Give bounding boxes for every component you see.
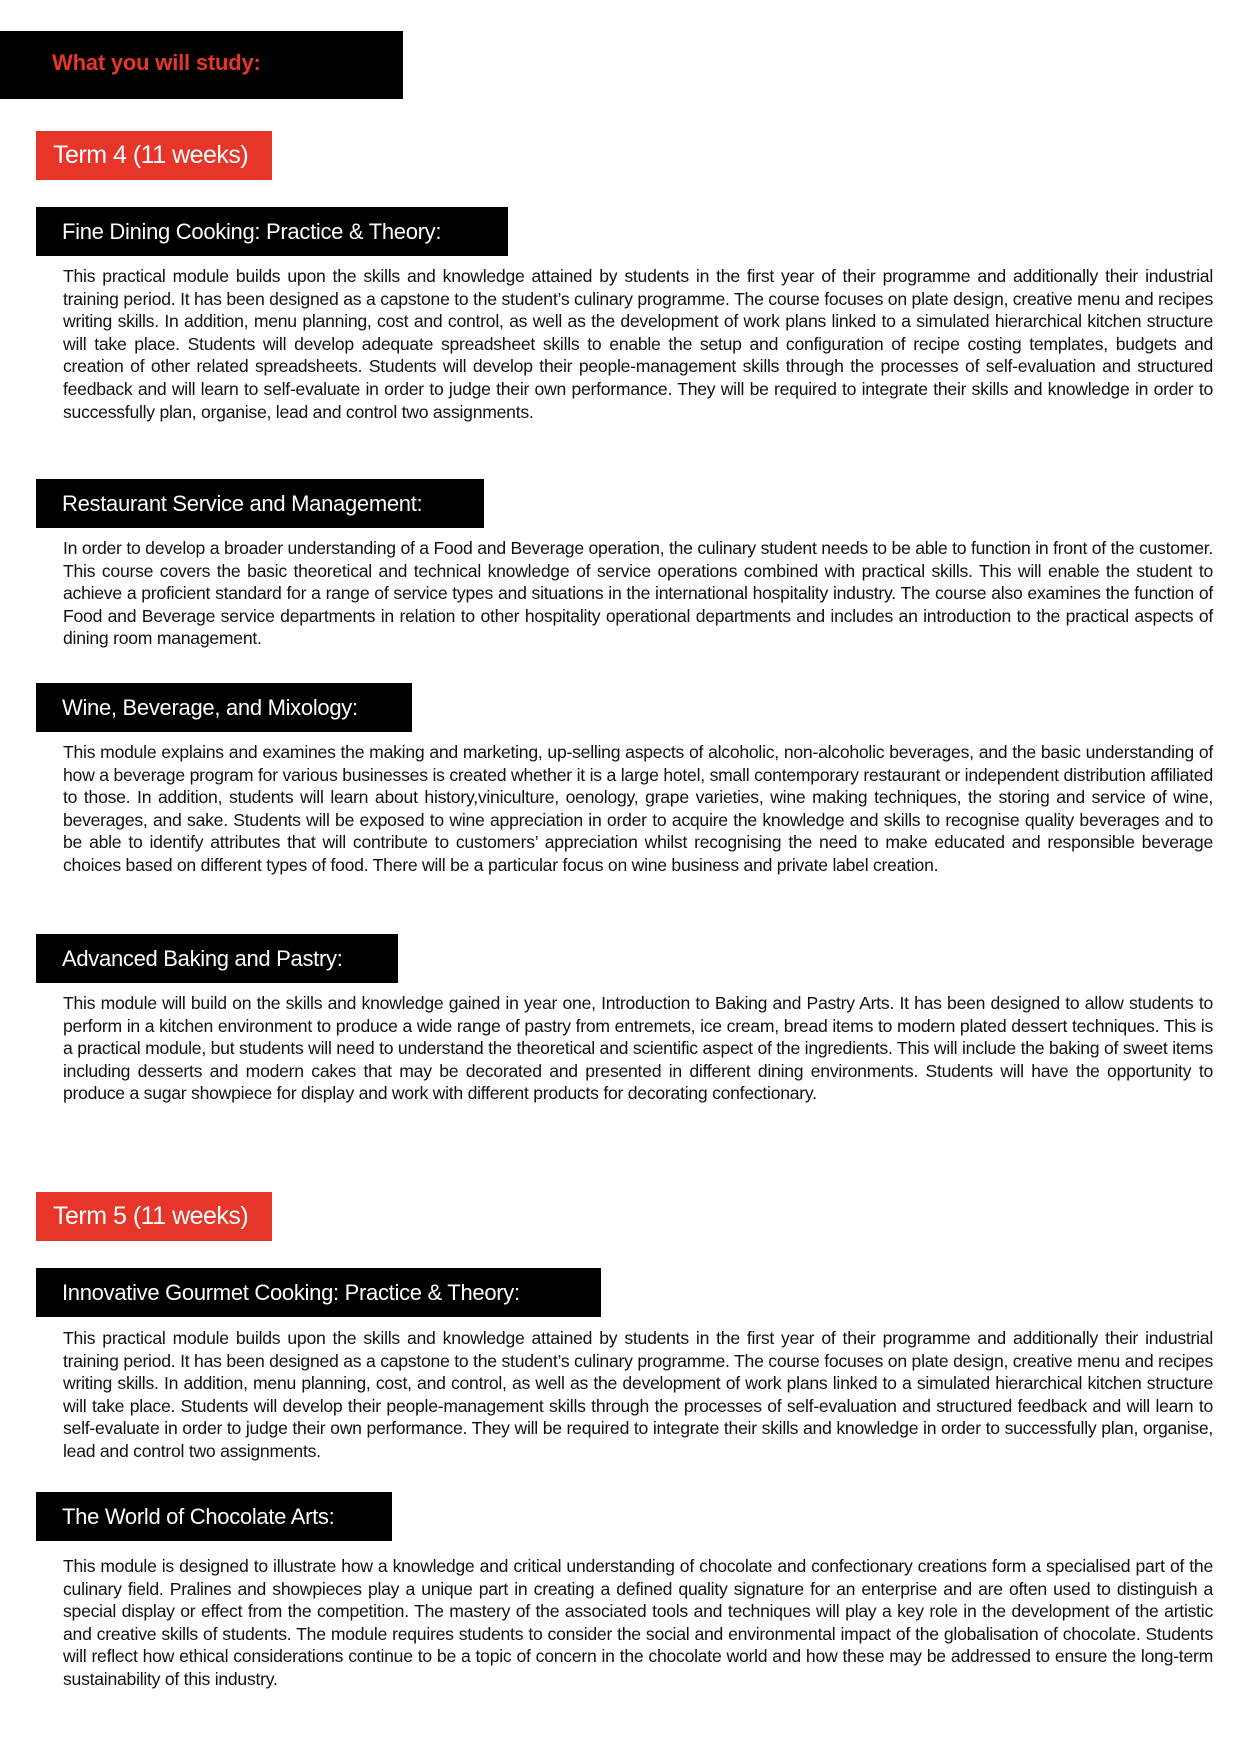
module-description-wine-beverage: This module explains and examines the making and marketing, up-selling aspects of alcoholic, non-alcoholic beverages, and the basic understanding of how a beverage program for various businesses is created whether it is a large hotel, small contemporary restaurant or independent distribution affiliated to those. In addition, students will learn about history,viniculture, oenology, grape varieties, wine making techniques, the storing and service of wine, beverages, and sake. Students will be exposed to wine appreciation in order to acquire the knowledge and skills to recognise quality beverages and to be able to identify attributes that will contribute to customers’ appreciation whilst recognising the need to make educated and responsible beverage choices based on different types of food. There will be a particular focus on wine business and private label creation. bbox=[63, 742, 1213, 875]
term-4-label: Term 4 (11 weeks) bbox=[36, 131, 272, 180]
section-header-title: What you will study: bbox=[52, 50, 261, 75]
module-title-advanced-baking: Advanced Baking and Pastry: bbox=[36, 934, 398, 983]
module-title-chocolate-arts: The World of Chocolate Arts: bbox=[36, 1492, 392, 1541]
module-title-wine-beverage: Wine, Beverage, and Mixology: bbox=[36, 683, 412, 732]
module-description-advanced-baking: This module will build on the skills and knowledge gained in year one, Introduction to Baking and Pastry Arts. It has been designed to allow students to perform in a kitchen environment to produce a wide range of pastry from entremets, ice cream, bread items to modern plated dessert techniques. This is a practical module, but students will need to understand the theoretical and scientific aspect of the ingredients. This will include the baking of sweet items including desserts and modern cakes that may be decorated and presented in different dining environments. Students will have the opportunity to produce a sugar showpiece for display and work with different products for decorating confectionary. bbox=[63, 993, 1213, 1104]
module-title-restaurant-service: Restaurant Service and Management: bbox=[36, 479, 484, 528]
module-description-restaurant-service: In order to develop a broader understanding of a Food and Beverage operation, the culinary student needs to be able to function in front of the customer. This course covers the basic theoretical and technical knowledge of service operations combined with practical skills. This will enable the student to achieve a proficient standard for a range of service types and situations in the international hospitality industry. The course also examines the function of Food and Beverage service departments in relation to other hospitality operational departments and includes an introduction to the practical aspects of dining room management. bbox=[63, 538, 1213, 649]
module-title-fine-dining: Fine Dining Cooking: Practice & Theory: bbox=[36, 207, 508, 256]
section-header bbox=[0, 31, 403, 99]
module-title-innovative-gourmet: Innovative Gourmet Cooking: Practice & Theory: bbox=[36, 1268, 601, 1317]
module-description-chocolate-arts: This module is designed to illustrate how a knowledge and critical understanding of chocolate and confectionary creations form a specialised part of the culinary field. Pralines and showpieces play a unique part in creating a defined quality signature for an enterprise and are often used to distinguish a special display or effect from the competition. The mastery of the associated tools and techniques will play a key role in the development of the artistic and creative skills of students. The module requires students to consider the social and environmental impact of the globalisation of chocolate. Students will reflect how ethical considerations continue to be a topic of concern in the chocolate world and how these may be addressed to ensure the long-term sustainability of this industry. bbox=[63, 1556, 1213, 1689]
module-description-innovative-gourmet: This practical module builds upon the skills and knowledge attained by students in the first year of their programme and additionally their industrial training period. It has been designed as a capstone to the student’s culinary programme. The course focuses on plate design, creative menu and recipes writing skills. In addition, menu planning, cost, and control, as well as the development of work plans linked to a simulated hierarchical kitchen structure will take place. Students will develop their people-management skills through the processes of self-evaluation and structured feedback and will learn to self-evaluate in order to judge their own performance. They will be required to integrate their skills and knowledge in order to successfully plan, organise, lead and control two assignments. bbox=[63, 1328, 1213, 1461]
term-5-label: Term 5 (11 weeks) bbox=[36, 1192, 272, 1241]
module-description-fine-dining: This practical module builds upon the skills and knowledge attained by students in the first year of their programme and additionally their industrial training period. It has been designed as a capstone to the student’s culinary programme. The course focuses on plate design, creative menu and recipes writing skills. In addition, menu planning, cost and control, as well as the development of work plans linked to a simulated hierarchical kitchen structure will take place. Students will develop adequate spreadsheet skills to enable the setup and configuration of recipe costing templates, budgets and creation of other related spreadsheets. Students will develop their people-management skills through the processes of self-evaluation and structured feedback and will learn to self-evaluate in order to judge their own performance. They will be required to integrate their skills and knowledge in order to successfully plan, organise, lead and control two assignments. bbox=[63, 266, 1213, 422]
